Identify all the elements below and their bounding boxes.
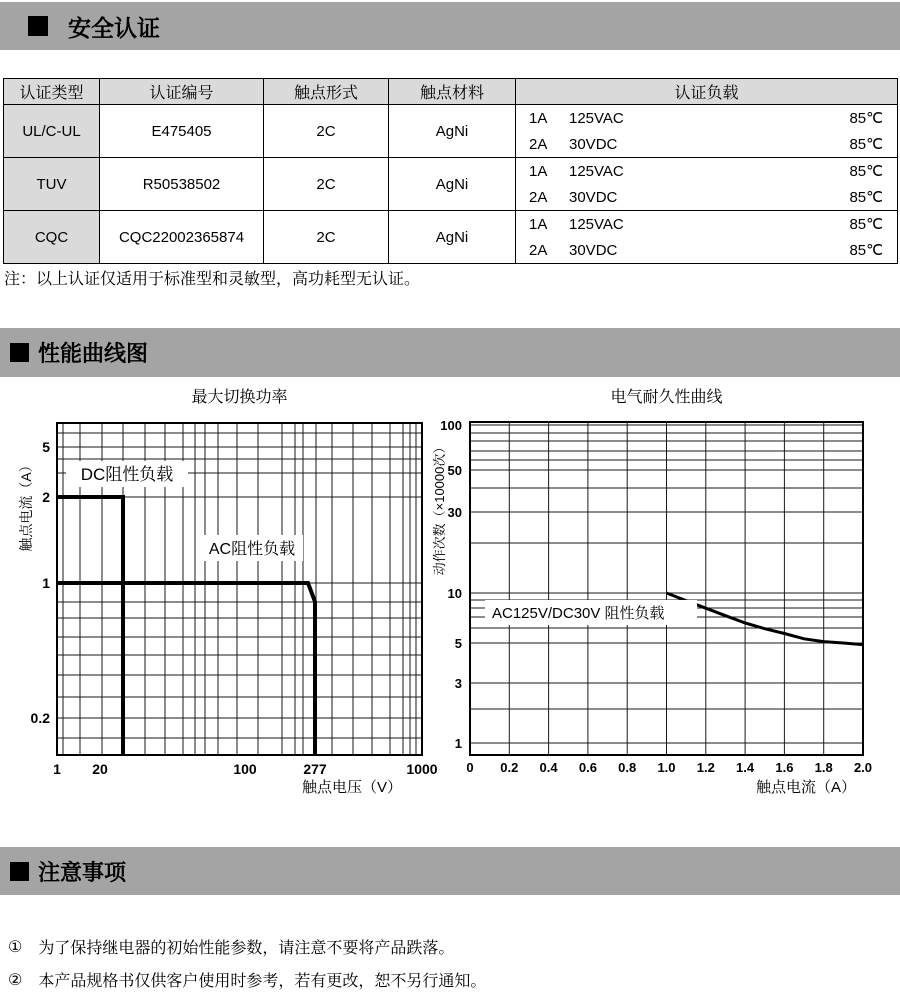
cert-type-cell: CQC	[4, 211, 100, 264]
x-tick-label: 0.4	[539, 760, 558, 775]
load-temp: 85℃	[849, 242, 883, 259]
precaution-number: ②	[8, 971, 23, 989]
x-tick-label: 0.2	[500, 760, 519, 775]
y-tick-label: 3	[454, 676, 462, 691]
section-marker-icon	[10, 862, 29, 881]
y-tick-label: 30	[447, 505, 462, 520]
x-tick-label: 2.0	[853, 760, 873, 775]
load-line	[516, 131, 897, 157]
precaution-text: 本产品规格书仅供客户使用时参考，若有更改，恕不另行通知。	[38, 973, 487, 990]
cert-load-cell	[516, 211, 898, 264]
x-tick-label: 100	[233, 761, 257, 777]
y-tick-label: 1	[454, 736, 462, 751]
cert-type-cell: TUV	[4, 158, 100, 211]
max-switching-power-chart	[0, 402, 450, 810]
electrical-endurance-chart	[430, 402, 900, 810]
load-current: 2A	[529, 135, 548, 153]
y-tick-label: 10	[447, 586, 462, 601]
column-header-contact-material: 触点材料	[389, 79, 516, 105]
table-header-row	[4, 79, 898, 105]
precaution-item	[8, 935, 454, 958]
load-voltage: 30VDC	[569, 135, 618, 153]
chart-title-electrical-endurance: 电气耐久性曲线	[610, 389, 723, 406]
load-line	[516, 211, 897, 237]
load-temp: 85℃	[849, 163, 883, 180]
column-header-cert-type: 认证类型	[4, 79, 100, 105]
precaution-text: 为了保持继电器的初始性能参数，请注意不要将产品跌落。	[38, 940, 455, 957]
contact-form-cell: 2C	[264, 211, 389, 264]
load-voltage: 125VAC	[569, 109, 624, 127]
load-voltage: 30VDC	[569, 241, 618, 259]
contact-material-cell: AgNi	[389, 105, 516, 158]
y-tick-label: 50	[447, 463, 462, 478]
series-label: AC阻性负载	[208, 541, 296, 558]
x-tick-label: 0.6	[578, 760, 597, 775]
x-tick-label: 1.4	[736, 760, 755, 775]
contact-material-cell: AgNi	[389, 211, 516, 264]
column-header-cert-load: 认证负载	[516, 79, 898, 105]
section-header-precautions	[0, 847, 900, 895]
load-temp: 85℃	[849, 110, 883, 127]
x-tick-label: 1.8	[814, 760, 833, 775]
load-temp: 85℃	[849, 136, 883, 153]
certification-table	[3, 78, 898, 264]
cert-load-cell	[516, 158, 898, 211]
precaution-number: ①	[8, 938, 23, 956]
x-tick-label: 0.8	[618, 760, 637, 775]
x-tick-label: 1.6	[775, 760, 794, 775]
table-note: 注：以上认证仅适用于标准型和灵敏型，高功耗型无认证。	[4, 271, 421, 288]
x-tick-label: 0	[466, 760, 474, 775]
load-temp: 85℃	[849, 189, 883, 206]
section-marker-icon	[10, 343, 29, 362]
cert-number-cell: R50538502	[100, 158, 264, 211]
x-axis-label: 触点电压（V）	[301, 779, 403, 796]
y-tick-label: 0.2	[30, 710, 50, 726]
table-row	[4, 105, 898, 158]
table-row	[4, 211, 898, 264]
x-tick-label: 20	[92, 761, 108, 777]
series-label: DC阻性负载	[80, 465, 174, 484]
load-line	[516, 105, 897, 131]
y-tick-label: 100	[440, 418, 462, 433]
cert-number-cell: CQC22002365874	[100, 211, 264, 264]
contact-form-cell: 2C	[264, 105, 389, 158]
section-title-precautions: 注意事项	[38, 859, 127, 885]
x-tick-label: 1	[53, 761, 61, 777]
load-current: 2A	[529, 241, 548, 259]
series-label: AC125V/DC30V 阻性负载	[492, 605, 665, 622]
load-voltage: 125VAC	[569, 215, 624, 233]
load-current: 1A	[529, 162, 548, 180]
cert-type-cell: UL/C-UL	[4, 105, 100, 158]
load-line	[516, 158, 897, 184]
section-header-curves	[0, 328, 900, 377]
contact-form-cell: 2C	[264, 158, 389, 211]
precaution-item	[8, 968, 486, 991]
table-row	[4, 158, 898, 211]
chart-title-max-switching-power: 最大切换功率	[191, 389, 288, 406]
y-tick-label: 5	[454, 636, 462, 651]
column-header-cert-number: 认证编号	[100, 79, 264, 105]
section-title-curves: 性能曲线图	[38, 341, 149, 366]
contact-material-cell: AgNi	[389, 158, 516, 211]
y-tick-label: 1	[42, 575, 50, 591]
y-tick-label: 2	[42, 489, 50, 505]
x-tick-label: 1.2	[696, 760, 715, 775]
section-header-safety	[0, 2, 900, 50]
load-temp: 85℃	[849, 216, 883, 233]
cert-load-cell	[516, 105, 898, 158]
load-current: 1A	[529, 215, 548, 233]
section-title-safety: 安全认证	[68, 14, 160, 41]
load-current: 1A	[529, 109, 548, 127]
y-axis-label: 动作次数（×10000次）	[432, 440, 447, 576]
load-voltage: 30VDC	[569, 188, 618, 206]
cert-number-cell: E475405	[100, 105, 264, 158]
y-axis-label: 触点电流（A）	[18, 458, 34, 552]
section-marker-icon	[28, 16, 48, 36]
load-line	[516, 237, 897, 263]
load-line	[516, 184, 897, 210]
x-tick-label: 277	[303, 761, 327, 777]
x-tick-label: 1000	[406, 761, 438, 777]
load-current: 2A	[529, 188, 548, 206]
x-axis-label: 触点电流（A）	[755, 779, 857, 796]
column-header-contact-form: 触点形式	[264, 79, 389, 105]
y-tick-label: 5	[42, 439, 50, 455]
x-tick-label: 1.0	[657, 760, 676, 775]
load-voltage: 125VAC	[569, 162, 624, 180]
